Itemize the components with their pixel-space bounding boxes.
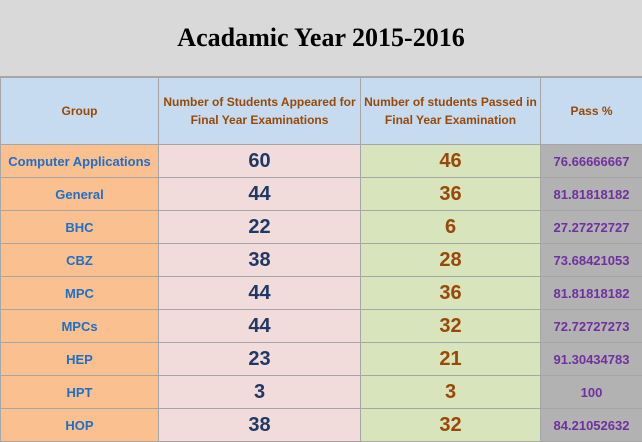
passed-cell: 3 [361, 376, 541, 409]
table-row [1, 343, 642, 376]
title-bar [0, 0, 642, 77]
header-appeared: Number of Students Appeared for Final Year Examinations [159, 78, 361, 145]
group-cell: HOP [1, 409, 159, 442]
passed-cell: 28 [361, 244, 541, 277]
passed-cell: 21 [361, 343, 541, 376]
table-body [1, 145, 642, 442]
table-row [1, 145, 642, 178]
passed-cell: 32 [361, 310, 541, 343]
header-row [1, 78, 642, 145]
pass-pct-cell: 100 [541, 376, 642, 409]
passed-cell: 36 [361, 178, 541, 211]
passed-cell: 46 [361, 145, 541, 178]
group-cell: HEP [1, 343, 159, 376]
appeared-cell: 44 [159, 310, 361, 343]
pass-pct-cell: 76.66666667 [541, 145, 642, 178]
group-cell: CBZ [1, 244, 159, 277]
appeared-cell: 44 [159, 178, 361, 211]
results-table [0, 77, 642, 442]
table-row [1, 376, 642, 409]
group-cell: MPCs [1, 310, 159, 343]
pass-pct-cell: 91.30434783 [541, 343, 642, 376]
pass-pct-cell: 72.72727273 [541, 310, 642, 343]
group-cell: HPT [1, 376, 159, 409]
group-cell: Computer Applications [1, 145, 159, 178]
pass-pct-cell: 84.21052632 [541, 409, 642, 442]
appeared-cell: 3 [159, 376, 361, 409]
group-cell: BHC [1, 211, 159, 244]
pass-pct-cell: 73.68421053 [541, 244, 642, 277]
table-row [1, 178, 642, 211]
table-row [1, 211, 642, 244]
header-group: Group [1, 78, 159, 145]
header-passed: Number of students Passed in Final Year Examination [361, 78, 541, 145]
table-row [1, 310, 642, 343]
appeared-cell: 38 [159, 244, 361, 277]
passed-cell: 32 [361, 409, 541, 442]
table-row [1, 409, 642, 442]
group-cell: MPC [1, 277, 159, 310]
pass-pct-cell: 81.81818182 [541, 277, 642, 310]
passed-cell: 6 [361, 211, 541, 244]
group-cell: General [1, 178, 159, 211]
passed-cell: 36 [361, 277, 541, 310]
table-row [1, 277, 642, 310]
appeared-cell: 60 [159, 145, 361, 178]
page-title: Acadamic Year 2015-2016 [177, 23, 464, 53]
appeared-cell: 23 [159, 343, 361, 376]
pass-pct-cell: 27.27272727 [541, 211, 642, 244]
header-pass-pct: Pass % [541, 78, 642, 145]
appeared-cell: 22 [159, 211, 361, 244]
pass-pct-cell: 81.81818182 [541, 178, 642, 211]
appeared-cell: 44 [159, 277, 361, 310]
table-row [1, 244, 642, 277]
appeared-cell: 38 [159, 409, 361, 442]
